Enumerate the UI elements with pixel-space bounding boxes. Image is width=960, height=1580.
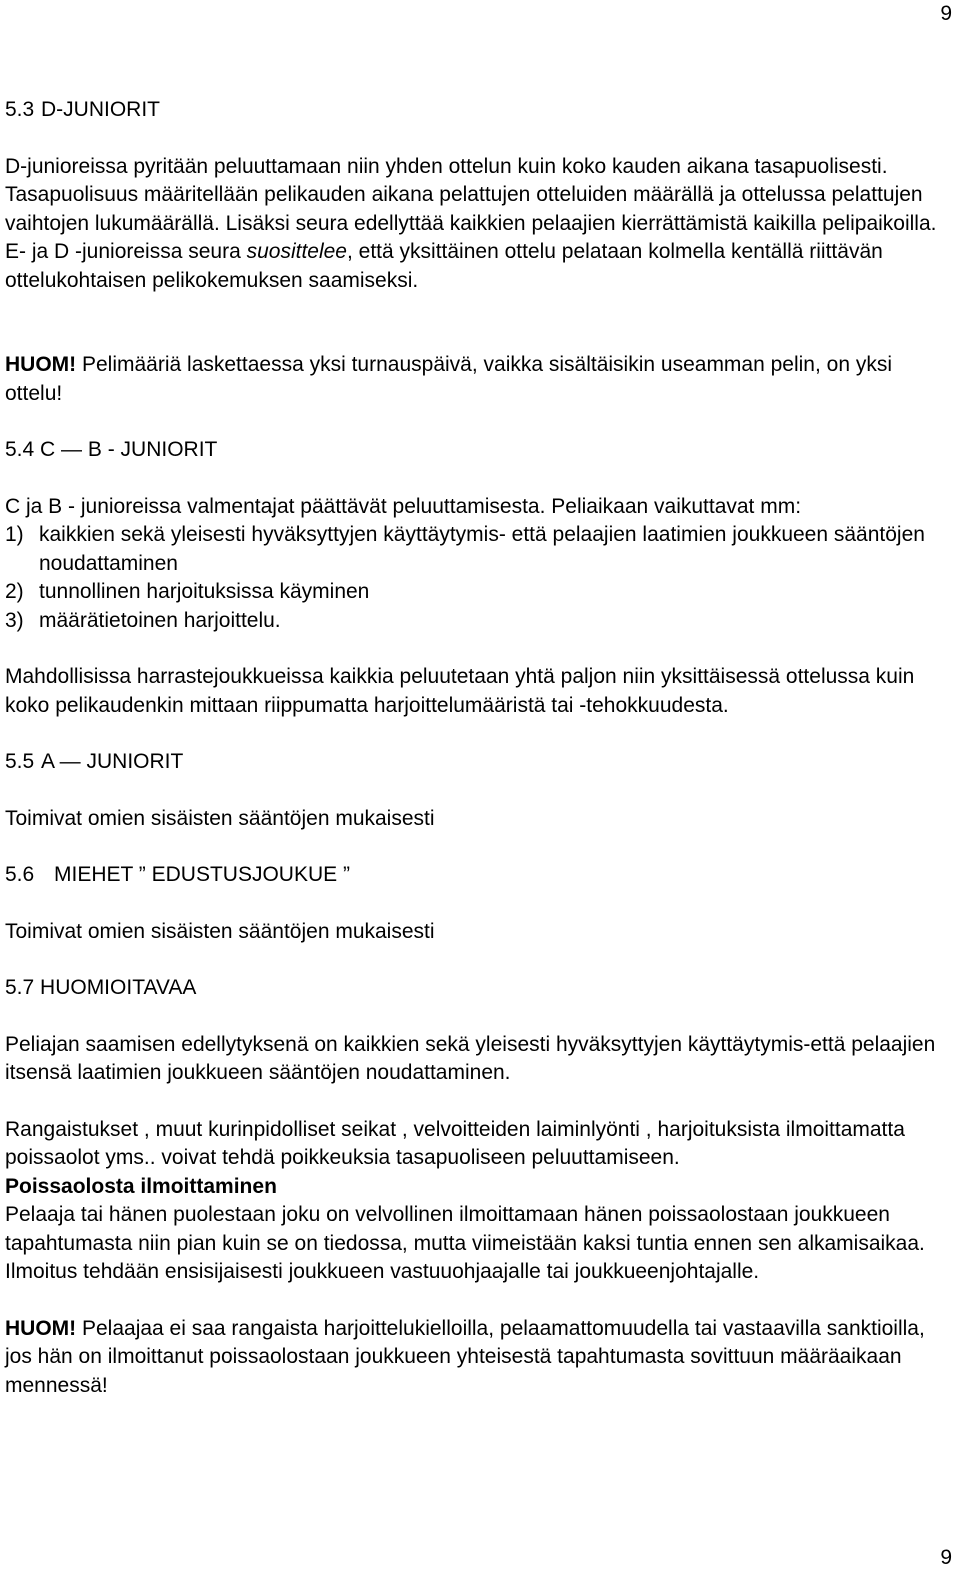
list-text: kaikkien sekä yleisesti hyväksyttyjen käyttäytymis- että pelaajien laatimien joukkueen sääntöjen noudattaminen	[39, 523, 925, 575]
list-index: 3)	[5, 608, 24, 632]
d-juniors-paragraph	[5, 153, 950, 296]
note-text: Pelimääriä laskettaessa yksi turnauspäivä, vaikka sisältäisikin useamman pelin, on yksi ottelu!	[5, 353, 893, 405]
section-title: A — JUNIORIT	[41, 750, 184, 773]
a-juniors-text: Toimivat omien sisäisten sääntöjen mukaisesti	[5, 806, 435, 830]
text-run: , että yksittäinen ottelu pelataan kolmella kentällä riittävän ottelukohtaisen pelikokemuksen saamiseksi.	[5, 240, 883, 292]
absence-heading: Poissaolosta ilmoittaminen	[5, 1174, 277, 1198]
list-index: 1)	[5, 523, 24, 546]
list-item	[5, 607, 950, 636]
list-text: määrätietoinen harjoittelu.	[39, 608, 281, 632]
page-number-top: 9	[940, 2, 952, 25]
page-number-bottom: 9	[940, 1546, 952, 1569]
list-item	[5, 521, 950, 578]
notes-paragraph-2: Rangaistukset , muut kurinpidolliset seikat , velvoitteiden laiminlyönti , harjoituksista ilmoittamatta poissaolot yms.. voivat tehdä poikkeuksia tasapuoliseen peluuttamiseen.	[5, 1117, 905, 1169]
italic-text: suosittelee	[246, 240, 347, 263]
section-heading-a-juniors	[5, 748, 950, 777]
section-title: MIEHET ” EDUSTUSJOUKUE ”	[54, 863, 350, 886]
section-number: 5.6	[5, 863, 35, 886]
text-run: D-junioreissa pyritään peluuttamaan niin yhden ottelun kuin koko kauden aikana tasapuolisesti. Tasapuolisuus määritellään pelikauden aikana pelattujen otteluiden määrällä ja ottelussa pelattujen vaihtojen lukumäärällä. Lisäksi seura edellyttää kaikkien pelaajien kierrättämistä kaikilla pelipaikoilla. E- ja D -junioreissa seura	[5, 154, 937, 263]
hobby-teams-paragraph: Mahdollisissa harrastejoukkueissa kaikkia peluutetaan yhtä paljon niin yksittäisessä ottelussa kuin koko pelikaudenkin mittaan riippumatta harjoittelumääristä tai -tehokkuudesta.	[5, 665, 915, 717]
absence-paragraph: Pelaaja tai hänen puolestaan joku on velvollinen ilmoittamaan hänen poissaolostaan joukkueen tapahtumasta niin pian kuin se on tiedossa, mutta viimeistään kaksi tuntia ennen sen alkamisaikaa. Ilmoitus tehdään ensisijaisesti joukkueen vastuuohjaajalle tai joukkueenjohtajalle.	[5, 1203, 925, 1283]
section-heading-men	[5, 861, 950, 890]
note-label: HUOM!	[5, 353, 77, 376]
section-number: 5.5	[5, 750, 35, 773]
section-heading-notes: 5.7 HUOMIOITAVAA	[5, 976, 197, 999]
note-text: Pelaajaa ei saa rangaista harjoittelukielloilla, pelaamattomuudella tai vastaavilla sanktioilla, jos hän on ilmoittanut poissaolostaan joukkueen yhteisestä tapahtumasta sovittuun määräaikaan mennessä!	[5, 1316, 925, 1397]
list-item	[5, 578, 950, 607]
playing-time-factors-list	[5, 521, 950, 635]
section-heading-cb-juniors: 5.4 C — B - JUNIORIT	[5, 438, 218, 461]
section-title: D-JUNIORIT	[41, 98, 160, 121]
note-label: HUOM!	[5, 1316, 77, 1340]
notes-final-note	[5, 1315, 950, 1401]
list-text: tunnollinen harjoituksissa käyminen	[39, 580, 370, 603]
section-heading-d-juniors	[5, 96, 950, 125]
d-juniors-note	[5, 351, 950, 408]
notes-paragraph-1: Peliajan saamisen edellytyksenä on kaikkien sekä yleisesti hyväksyttyjen käyttäytymis-että pelaajien itsensä laatimien joukkueen sääntöjen noudattaminen.	[5, 1032, 936, 1084]
section-number: 5.3	[5, 98, 35, 121]
document-body	[5, 96, 950, 1400]
men-text: Toimivat omien sisäisten sääntöjen mukaisesti	[5, 919, 435, 943]
cb-juniors-paragraph: C ja B - junioreissa valmentajat päättävät peluuttamisesta. Peliaikaan vaikuttavat mm:	[5, 494, 802, 518]
list-index: 2)	[5, 580, 24, 603]
